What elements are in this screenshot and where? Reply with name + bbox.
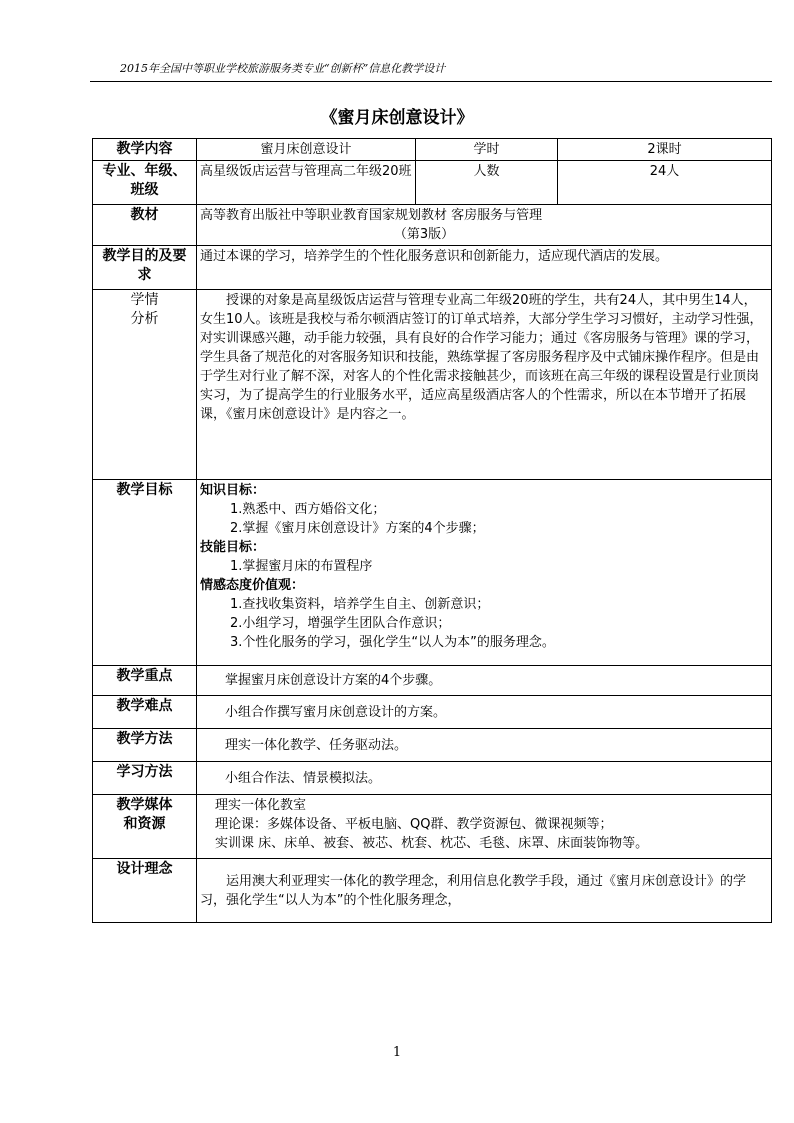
row-objectives — [93, 480, 772, 666]
value-media — [197, 795, 772, 859]
row-media — [93, 795, 772, 859]
media-line1: 理实一体化教室 — [215, 798, 307, 813]
label-objectives: 教学目标 — [93, 480, 197, 666]
row-class — [93, 161, 772, 205]
value-content: 蜜月床创意设计 — [197, 139, 416, 161]
value-count: 24人 — [558, 161, 772, 205]
label-content: 教学内容 — [93, 139, 197, 161]
document-title: 《蜜月床创意设计》 — [320, 108, 474, 128]
emotion-item: 2.小组学习，增强学生团队合作意识； — [230, 616, 451, 631]
label-media — [93, 795, 197, 859]
label-difficulty: 教学难点 — [93, 696, 197, 729]
emotion-item: 3.个性化服务的学习，强化学生“以人为本”的服务理念。 — [230, 635, 555, 650]
value-method: 理实一体化教学、任务驱动法。 — [197, 729, 772, 762]
row-key-point — [93, 666, 772, 696]
row-textbook — [93, 205, 772, 246]
label-class: 专业、年级、班级 — [93, 161, 197, 205]
value-textbook — [197, 205, 772, 246]
row-method — [93, 729, 772, 762]
label-media-2: 和资源 — [123, 816, 166, 832]
label-analysis-2: 分析 — [130, 311, 159, 327]
value-study: 小组合作法、情景模拟法。 — [197, 762, 772, 795]
row-concept — [93, 859, 772, 923]
lesson-plan-table — [92, 138, 772, 923]
label-key-point: 教学重点 — [93, 666, 197, 696]
label-analysis-1: 学情 — [130, 292, 159, 308]
row-study — [93, 762, 772, 795]
row-content — [93, 139, 772, 161]
knowledge-item: 2.掌握《蜜月床创意设计》方案的4个步骤； — [230, 521, 485, 536]
value-key-point: 掌握蜜月床创意设计方案的4个步骤。 — [197, 666, 772, 696]
row-difficulty — [93, 696, 772, 729]
value-class: 高星级饭店运营与管理高二年级20班 — [197, 161, 416, 205]
skill-title: 技能目标： — [200, 540, 266, 555]
media-line3: 实训课 床、床单、被套、被芯、枕套、枕芯、毛毯、床罩、床面装饰物等。 — [215, 836, 649, 851]
value-hours: 2课时 — [558, 139, 772, 161]
knowledge-item: 1.熟悉中、西方婚俗文化； — [230, 502, 386, 517]
knowledge-title: 知识目标： — [200, 483, 266, 498]
label-count: 人数 — [416, 161, 558, 205]
skill-item: 1.掌握蜜月床的布置程序 — [230, 559, 373, 574]
page-header: 2015年全国中等职业学校旅游服务类专业“创新杯”信息化教学设计 — [120, 62, 446, 75]
value-objectives — [197, 480, 772, 666]
value-difficulty: 小组合作撰写蜜月床创意设计的方案。 — [197, 696, 772, 729]
header-divider — [90, 81, 772, 82]
row-purpose — [93, 246, 772, 290]
row-analysis — [93, 290, 772, 480]
label-method: 教学方法 — [93, 729, 197, 762]
emotion-title: 情感态度价值观： — [200, 578, 305, 593]
value-analysis: 授课的对象是高星级饭店运营与管理专业高二年级20班的学生，共有24人，其中男生14人，女生10人。该班是我校与希尔顿酒店签订的订单式培养，大部分学生学习习惯好，主动学习性强，对实训课感兴趣，动手能力较强，具有良好的合作学习能力；通过《客房服务与管理》课的学习，学生具备了规范化的对客服务知识和技能，熟练掌握了客房服务程序及中式铺床操作程序。但是由于学生对行业了解不深，对客人的个性化需求接触甚少，而该班在高三年级的课程设置是行业顶岗实习，为了提高学生的行业服务水平，适应高星级酒店客人的个性需求，所以在本节增开了拓展课，《蜜月床创意设计》是内容之一。 — [197, 290, 772, 480]
label-concept: 设计理念 — [93, 859, 197, 923]
label-purpose: 教学目的及要求 — [93, 246, 197, 290]
media-line2: 理论课：多媒体设备、平板电脑、QQ群、教学资源包、微课视频等； — [215, 817, 613, 832]
textbook-line2: （第3版） — [393, 227, 455, 242]
label-textbook: 教材 — [93, 205, 197, 246]
label-study: 学习方法 — [93, 762, 197, 795]
label-hours: 学时 — [416, 139, 558, 161]
emotion-item: 1.查找收集资料，培养学生自主、创新意识； — [230, 597, 490, 612]
label-analysis — [93, 290, 197, 480]
value-purpose: 通过本课的学习，培养学生的个性化服务意识和创新能力，适应现代酒店的发展。 — [197, 246, 772, 290]
textbook-line1: 高等教育出版社中等职业教育国家规划教材 客房服务与管理 — [200, 208, 543, 223]
value-concept: 运用澳大利亚理实一体化的教学理念，利用信息化教学手段，通过《蜜月床创意设计》的学习，强化学生“以人为本”的个性化服务理念， — [197, 859, 772, 923]
page-number: 1 — [392, 1045, 402, 1060]
label-media-1: 教学媒体 — [116, 797, 173, 813]
